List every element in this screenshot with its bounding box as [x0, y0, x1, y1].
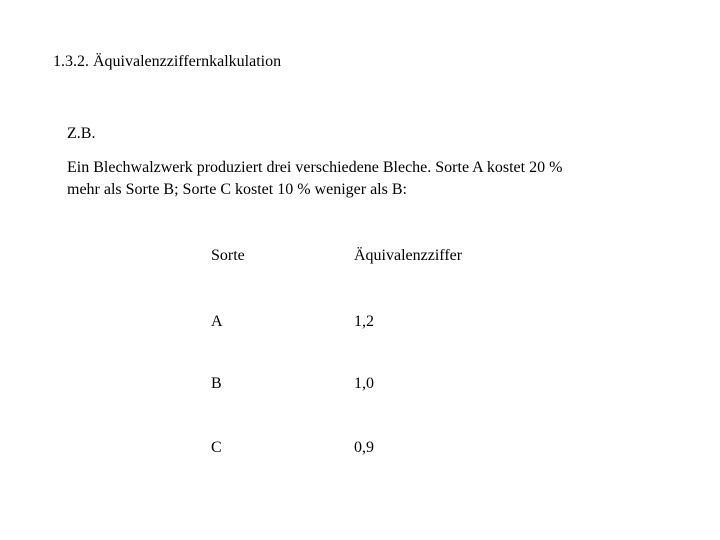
description-line: mehr als Sorte B; Sorte C kostet 10 % weniger als B: — [67, 181, 407, 198]
description-paragraph — [67, 157, 657, 201]
cell-sorte: A — [211, 313, 223, 330]
example-label: Z.B. — [67, 125, 96, 142]
cell-ziffer: 1,0 — [354, 375, 374, 392]
header-sorte: Sorte — [211, 247, 245, 264]
page-title: 1.3.2. Äquivalenzziffernkalkulation — [53, 53, 282, 70]
cell-sorte: B — [211, 375, 222, 392]
table-row — [211, 437, 571, 459]
table-header-row — [211, 245, 571, 267]
description-line: Ein Blechwalzwerk produziert drei verschiedene Bleche. Sorte A kostet 20 % — [67, 159, 563, 176]
header-aequivalenzziffer: Äquivalenzziffer — [354, 247, 463, 264]
cell-ziffer: 0,9 — [354, 439, 374, 456]
cell-ziffer: 1,2 — [354, 313, 374, 330]
cell-sorte: C — [211, 439, 222, 456]
table-row — [211, 311, 571, 333]
table-row — [211, 373, 571, 395]
